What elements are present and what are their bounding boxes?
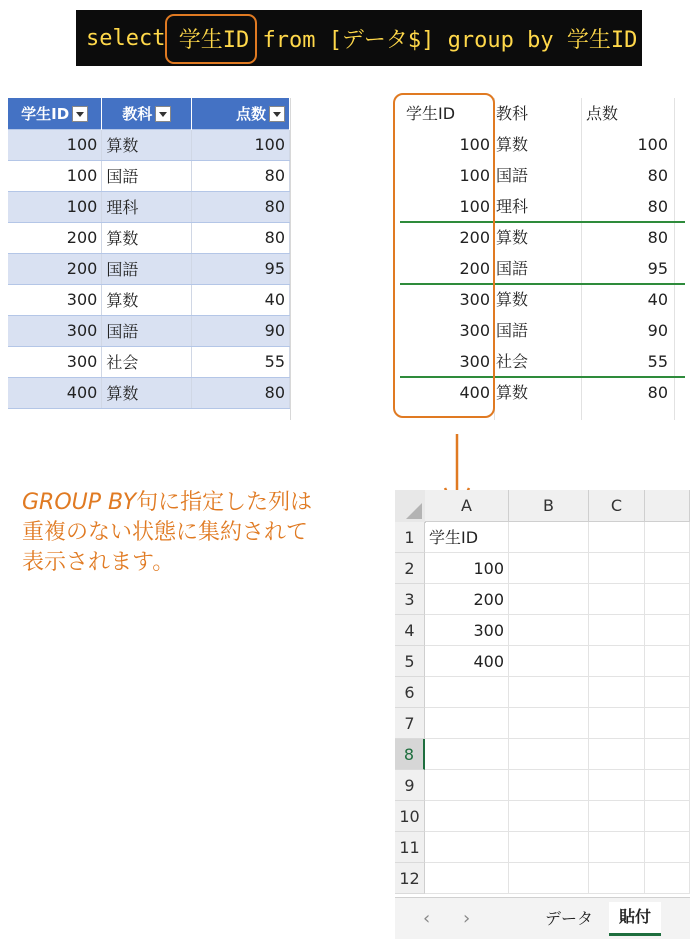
result-cell-subject[interactable]: 国語 [496, 321, 529, 340]
row-header[interactable]: 5 [395, 646, 425, 677]
sql-query-bar [76, 10, 642, 66]
sheet-cell[interactable] [589, 832, 645, 863]
result-cell-subject[interactable]: 国語 [496, 166, 529, 185]
sheet-cell[interactable] [589, 708, 645, 739]
note-line-1: GROUP BY句に指定した列は [22, 490, 313, 515]
cell-subject[interactable]: 国語 [102, 315, 192, 346]
row-header[interactable]: 3 [395, 584, 425, 615]
sheet-cell[interactable] [509, 677, 589, 708]
column-header-c[interactable]: C [589, 490, 645, 522]
sheet-cell[interactable] [589, 646, 645, 677]
row-header[interactable]: 8 [395, 739, 425, 770]
note-group-by-text: GROUP BY [22, 490, 137, 515]
table-row [8, 129, 290, 160]
sheet-cell[interactable] [589, 770, 645, 801]
cell-score[interactable]: 80 [192, 160, 290, 191]
cell-student-id[interactable]: 300 [8, 315, 102, 346]
row-header[interactable]: 7 [395, 708, 425, 739]
table-row [8, 160, 290, 191]
cell-student-id[interactable]: 200 [8, 222, 102, 253]
sheet-cell[interactable] [509, 708, 589, 739]
sheet-cell[interactable] [425, 677, 509, 708]
cell-student-id[interactable]: 100 [8, 129, 102, 160]
result-cell-student-id[interactable]: 300 [459, 352, 490, 371]
result-cell-score[interactable]: 40 [647, 290, 668, 309]
grid-divider [290, 98, 291, 420]
sheet-cell[interactable] [645, 646, 690, 677]
excel-sheet [395, 490, 690, 939]
sheet-cell[interactable] [645, 739, 690, 770]
result-cell-student-id[interactable]: 200 [459, 259, 490, 278]
result-header-score: 点数 [586, 104, 619, 123]
column-header-b[interactable]: B [509, 490, 589, 522]
sheet-cell[interactable] [425, 739, 509, 770]
cell-score[interactable]: 80 [192, 191, 290, 222]
cell-student-id[interactable]: 100 [8, 191, 102, 222]
sql-highlighted-column: 学生ID [178, 27, 250, 53]
sheet-tab-data[interactable]: データ [545, 909, 594, 928]
note-line-3: 表示されます。 [22, 550, 175, 575]
sheet-cell[interactable] [509, 553, 589, 584]
result-column-highlight [393, 93, 495, 418]
result-header-subject: 教科 [496, 104, 529, 123]
sheet-cell[interactable]: 400 [425, 646, 509, 677]
sheet-cell[interactable] [589, 522, 645, 553]
row-header[interactable]: 10 [395, 801, 425, 832]
result-cell-student-id[interactable]: 300 [459, 290, 490, 309]
sheet-cell[interactable] [645, 615, 690, 646]
result-cell-student-id[interactable]: 200 [459, 228, 490, 247]
filter-dropdown-icon[interactable] [72, 106, 88, 122]
result-cell-student-id[interactable]: 100 [459, 135, 490, 154]
tab-scroll-right-icon[interactable]: › [463, 908, 471, 929]
result-cell-student-id[interactable]: 100 [459, 197, 490, 216]
select-all-corner[interactable] [395, 490, 426, 523]
cell-score[interactable]: 40 [192, 284, 290, 315]
sheet-cell[interactable] [645, 708, 690, 739]
cell-score[interactable]: 80 [192, 377, 290, 408]
result-cell-score[interactable]: 90 [647, 321, 668, 340]
result-cell-score[interactable]: 100 [637, 135, 668, 154]
header-student-id: 学生ID [8, 98, 102, 129]
sheet-cell[interactable] [425, 863, 509, 894]
cell-student-id[interactable]: 300 [8, 346, 102, 377]
row-header[interactable]: 11 [395, 832, 425, 863]
sheet-cell[interactable] [645, 553, 690, 584]
result-cell-score[interactable]: 80 [647, 383, 668, 402]
sheet-cell[interactable] [645, 770, 690, 801]
sheet-cell[interactable] [589, 739, 645, 770]
sheet-cell[interactable]: 300 [425, 615, 509, 646]
sheet-cell[interactable] [589, 584, 645, 615]
cell-subject[interactable]: 算数 [102, 222, 192, 253]
row-header[interactable]: 6 [395, 677, 425, 708]
result-cell-subject[interactable]: 社会 [496, 352, 529, 371]
header-subject: 教科 [102, 98, 192, 129]
sheet-cell[interactable] [589, 863, 645, 894]
result-cell-student-id[interactable]: 300 [459, 321, 490, 340]
sheet-cell[interactable] [645, 863, 690, 894]
table-row [8, 315, 290, 346]
sheet-cell[interactable] [509, 770, 589, 801]
sql-post: from [データ$] group by 学生ID [249, 27, 638, 53]
cell-subject[interactable]: 国語 [102, 160, 192, 191]
row-header[interactable]: 4 [395, 615, 425, 646]
cell-subject[interactable]: 算数 [102, 377, 192, 408]
cell-score[interactable]: 100 [192, 129, 290, 160]
sheet-tab-paste[interactable]: 貼付 [609, 902, 661, 936]
column-header-a[interactable]: A [425, 490, 509, 522]
cell-student-id[interactable]: 200 [8, 253, 102, 284]
cell-student-id[interactable]: 300 [8, 284, 102, 315]
sheet-cell[interactable] [509, 739, 589, 770]
result-cell-score[interactable]: 80 [647, 228, 668, 247]
table-row [8, 222, 290, 253]
sheet-cell[interactable]: 100 [425, 553, 509, 584]
sheet-cell[interactable] [425, 770, 509, 801]
sheet-cell[interactable] [589, 553, 645, 584]
cell-subject[interactable]: 理科 [102, 191, 192, 222]
cell-subject[interactable]: 算数 [102, 284, 192, 315]
result-cell-subject[interactable]: 国語 [496, 259, 529, 278]
sheet-cell[interactable] [645, 801, 690, 832]
result-cell-student-id[interactable]: 100 [459, 166, 490, 185]
sheet-cell[interactable] [645, 522, 690, 553]
cell-score[interactable]: 80 [192, 222, 290, 253]
cell-student-id[interactable]: 100 [8, 160, 102, 191]
row-header[interactable]: 12 [395, 863, 425, 894]
row-header[interactable]: 1 [395, 522, 425, 553]
table-header-row [8, 98, 290, 129]
table-row [8, 284, 290, 315]
result-cell-subject[interactable]: 算数 [496, 228, 529, 247]
sheet-cell[interactable] [509, 646, 589, 677]
column-header-d[interactable] [645, 490, 690, 522]
sheet-cell[interactable] [425, 832, 509, 863]
cell-subject[interactable]: 社会 [102, 346, 192, 377]
sheet-tab-bar [395, 897, 690, 939]
table-row [8, 377, 290, 408]
result-cell-subject[interactable]: 理科 [496, 197, 529, 216]
sheet-cell[interactable] [589, 801, 645, 832]
result-cell-subject[interactable]: 算数 [496, 135, 529, 154]
sheet-cell[interactable] [509, 801, 589, 832]
result-cell-student-id[interactable]: 400 [459, 383, 490, 402]
cell-subject[interactable]: 算数 [102, 129, 192, 160]
sheet-cell[interactable] [509, 584, 589, 615]
sheet-cell[interactable] [509, 615, 589, 646]
sheet-cell[interactable] [645, 584, 690, 615]
sheet-cell[interactable] [589, 615, 645, 646]
filter-dropdown-icon[interactable] [269, 106, 285, 122]
cell-score[interactable]: 95 [192, 253, 290, 284]
cell-score[interactable]: 90 [192, 315, 290, 346]
explanation-note [22, 488, 362, 578]
sheet-cell[interactable] [645, 677, 690, 708]
sql-pre: select [86, 25, 179, 51]
row-header[interactable]: 2 [395, 553, 425, 584]
result-cell-score[interactable]: 95 [647, 259, 668, 278]
cell-student-id[interactable]: 400 [8, 377, 102, 408]
cell-score[interactable]: 55 [192, 346, 290, 377]
sheet-cell[interactable] [425, 801, 509, 832]
sheet-cell[interactable] [425, 708, 509, 739]
table-row [8, 346, 290, 377]
result-cell-score[interactable]: 80 [647, 197, 668, 216]
result-cell-subject[interactable]: 算数 [496, 290, 529, 309]
source-data-table [8, 98, 290, 409]
filter-dropdown-icon[interactable] [155, 106, 171, 122]
sheet-cell[interactable] [509, 863, 589, 894]
sheet-cell[interactable] [645, 832, 690, 863]
result-cell-score[interactable]: 55 [647, 352, 668, 371]
sheet-cell[interactable]: 200 [425, 584, 509, 615]
row-header[interactable]: 9 [395, 770, 425, 801]
header-score: 点数 [192, 98, 290, 129]
result-cell-subject[interactable]: 算数 [496, 383, 529, 402]
result-header-student-id: 学生ID [406, 104, 456, 123]
sheet-cell[interactable] [509, 832, 589, 863]
sheet-cell[interactable] [589, 677, 645, 708]
table-row [8, 253, 290, 284]
table-row [8, 191, 290, 222]
sql-highlight-box [165, 14, 257, 64]
cell-subject[interactable]: 国語 [102, 253, 192, 284]
sheet-cell[interactable] [509, 522, 589, 553]
note-line-2: 重複のない状態に集約されて [22, 520, 309, 545]
tab-scroll-left-icon[interactable]: ‹ [423, 908, 431, 929]
sheet-cell[interactable]: 学生ID [425, 522, 509, 553]
result-cell-score[interactable]: 80 [647, 166, 668, 185]
